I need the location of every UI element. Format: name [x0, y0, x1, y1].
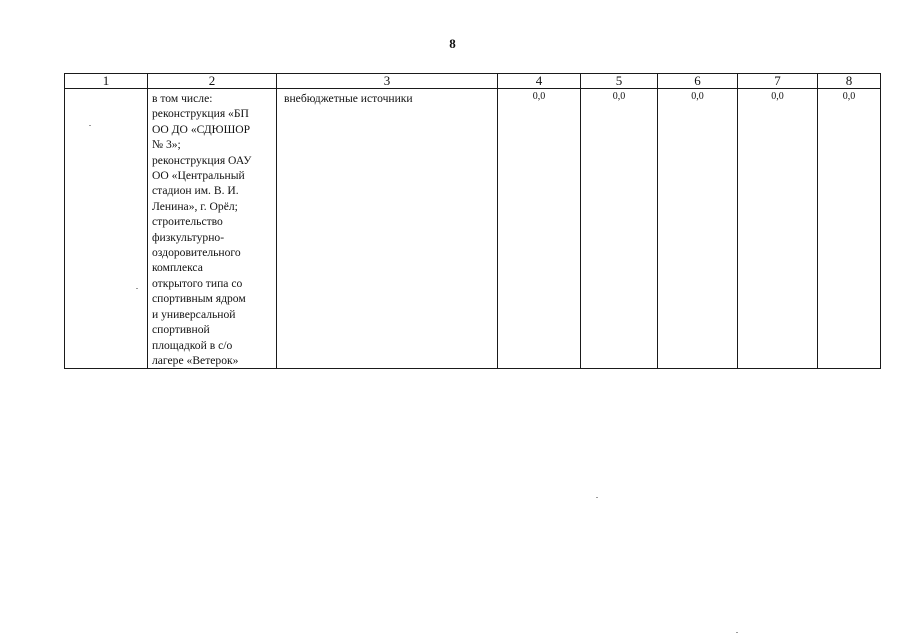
funding-source-cell: внебюджетные источники	[277, 89, 498, 369]
value-cell-8: 0,0	[818, 89, 881, 369]
row-number-cell	[65, 89, 148, 369]
column-header-1: 1	[65, 74, 148, 89]
scan-speck	[596, 497, 598, 498]
column-header-5: 5	[581, 74, 658, 89]
financing-table	[64, 73, 881, 369]
column-header-4: 4	[498, 74, 581, 89]
column-header-6: 6	[658, 74, 738, 89]
column-header-2: 2	[148, 74, 277, 89]
column-header-7: 7	[738, 74, 818, 89]
column-header-3: 3	[277, 74, 498, 89]
table-row	[65, 89, 881, 369]
page-number: 8	[449, 36, 456, 51]
scan-speck	[736, 632, 738, 633]
value-cell-4: 0,0	[498, 89, 581, 369]
value-cell-6: 0,0	[658, 89, 738, 369]
value-cell-5: 0,0	[581, 89, 658, 369]
scan-speck	[136, 288, 138, 289]
value-cell-7: 0,0	[738, 89, 818, 369]
table-header-row	[65, 74, 881, 89]
column-header-8: 8	[818, 74, 881, 89]
scan-speck	[89, 125, 91, 126]
project-names-cell: в том числе: реконструкция «БП ОО ДО «СДЮШОР № 3»; реконструкция ОАУ ОО «Центральный стадион им. В. И. Ленина», г. Орёл; строительство физкультурно- оздоровительного комплекса открытого типа со спортивным ядром и универсальной спортивной площадкой в с/о лагере «Ветерок»	[148, 89, 277, 369]
